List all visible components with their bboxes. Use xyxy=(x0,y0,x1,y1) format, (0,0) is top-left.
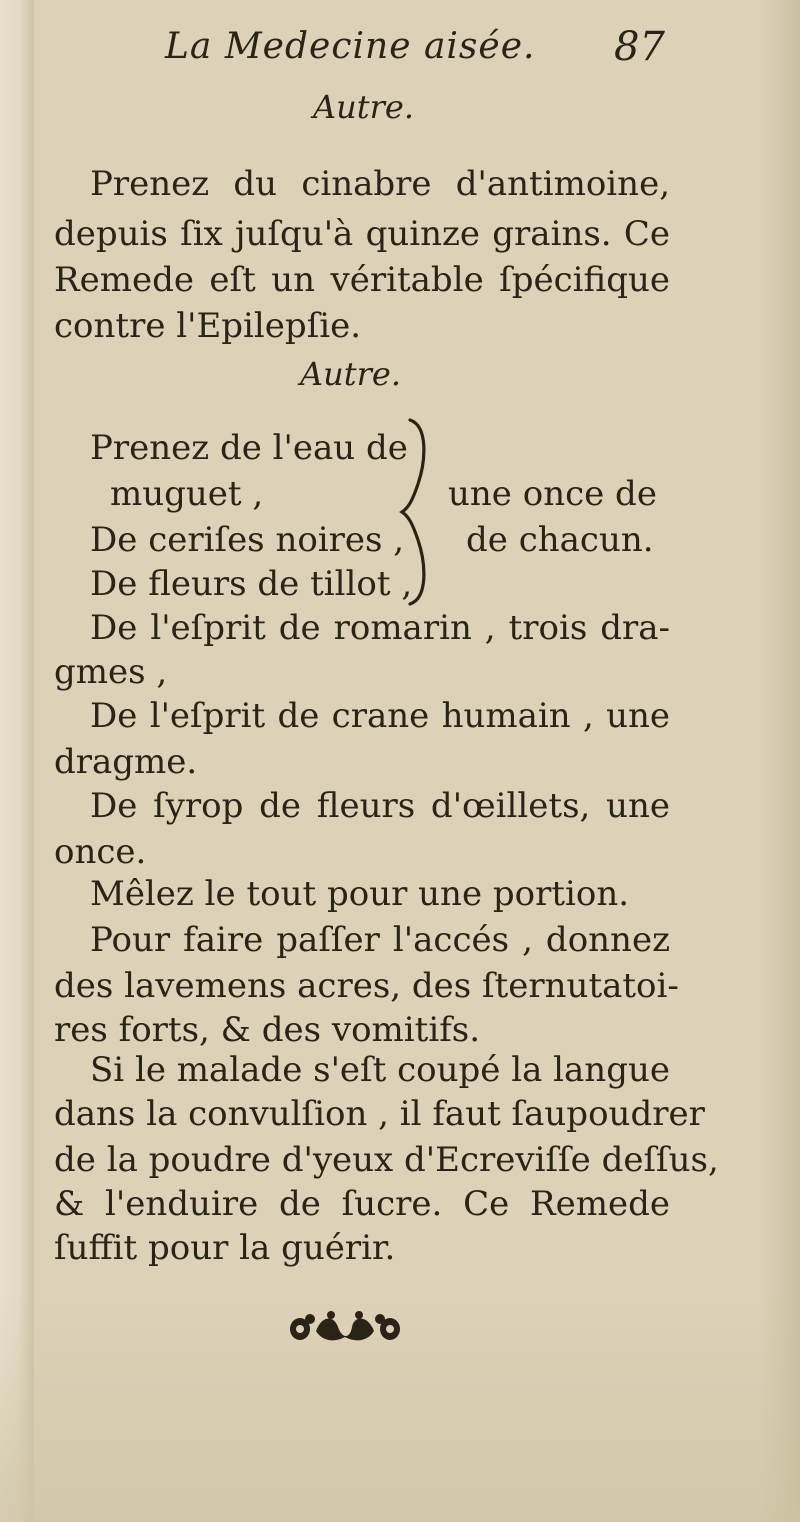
paragraph-line: Pour faire paſſer l'accés , donnez xyxy=(90,920,670,960)
paragraph-line: De ſyrop de fleurs d'œillets, une xyxy=(90,786,670,826)
paragraph-line: ſuffit pour la guérir. xyxy=(54,1228,396,1268)
paragraph-line: dans la convulſion , il faut ſaupoudrer xyxy=(54,1094,705,1134)
dose-line: de chacun. xyxy=(466,520,654,560)
paragraph-line: De l'eſprit de crane humain , une xyxy=(90,696,670,736)
paragraph-line: Si le malade s'eſt coupé la langue xyxy=(90,1050,670,1090)
running-title: La Medecine aisée. xyxy=(165,26,536,67)
paragraph-line: Mêlez le tout pour une portion. xyxy=(90,874,630,914)
page-number: 87 xyxy=(614,24,665,70)
paragraph-line: contre l'Epilepſie. xyxy=(54,306,362,346)
section-heading: Autre. xyxy=(300,355,401,393)
paragraph-line: res forts, & des vomitifs. xyxy=(54,1010,481,1050)
recipe-ingredient: Prenez de l'eau de xyxy=(90,428,408,468)
paragraph-line: Remede eſt un véritable ſpécifique xyxy=(54,260,670,300)
dose-line: une once de xyxy=(448,474,657,514)
paragraph-line: gmes , xyxy=(54,652,168,692)
fleuron-ornament-icon xyxy=(286,1305,404,1349)
paragraph-line: & l'enduire de ſucre. Ce Remede xyxy=(54,1184,670,1224)
curly-brace-icon xyxy=(388,412,448,612)
paragraph-line: De l'eſprit de romarin , trois dra- xyxy=(90,608,670,648)
paragraph-line: depuis ſix juſqu'à quinze grains. Ce xyxy=(54,214,670,254)
paragraph-line: des lavemens acres, des ſternutatoi- xyxy=(54,966,679,1006)
paragraph-line: dragme. xyxy=(54,742,198,782)
paragraph-line: Prenez du cinabre d'antimoine, xyxy=(90,164,670,204)
paragraph-line: once. xyxy=(54,832,147,872)
paragraph-line: de la poudre d'yeux d'Ecreviſſe deſſus, xyxy=(54,1140,719,1180)
recipe-ingredient: De fleurs de tillot , xyxy=(90,564,413,604)
recipe-ingredient: De ceriſes noires , xyxy=(90,520,405,560)
section-heading: Autre. xyxy=(313,88,414,126)
recipe-ingredient: muguet , xyxy=(110,474,264,514)
